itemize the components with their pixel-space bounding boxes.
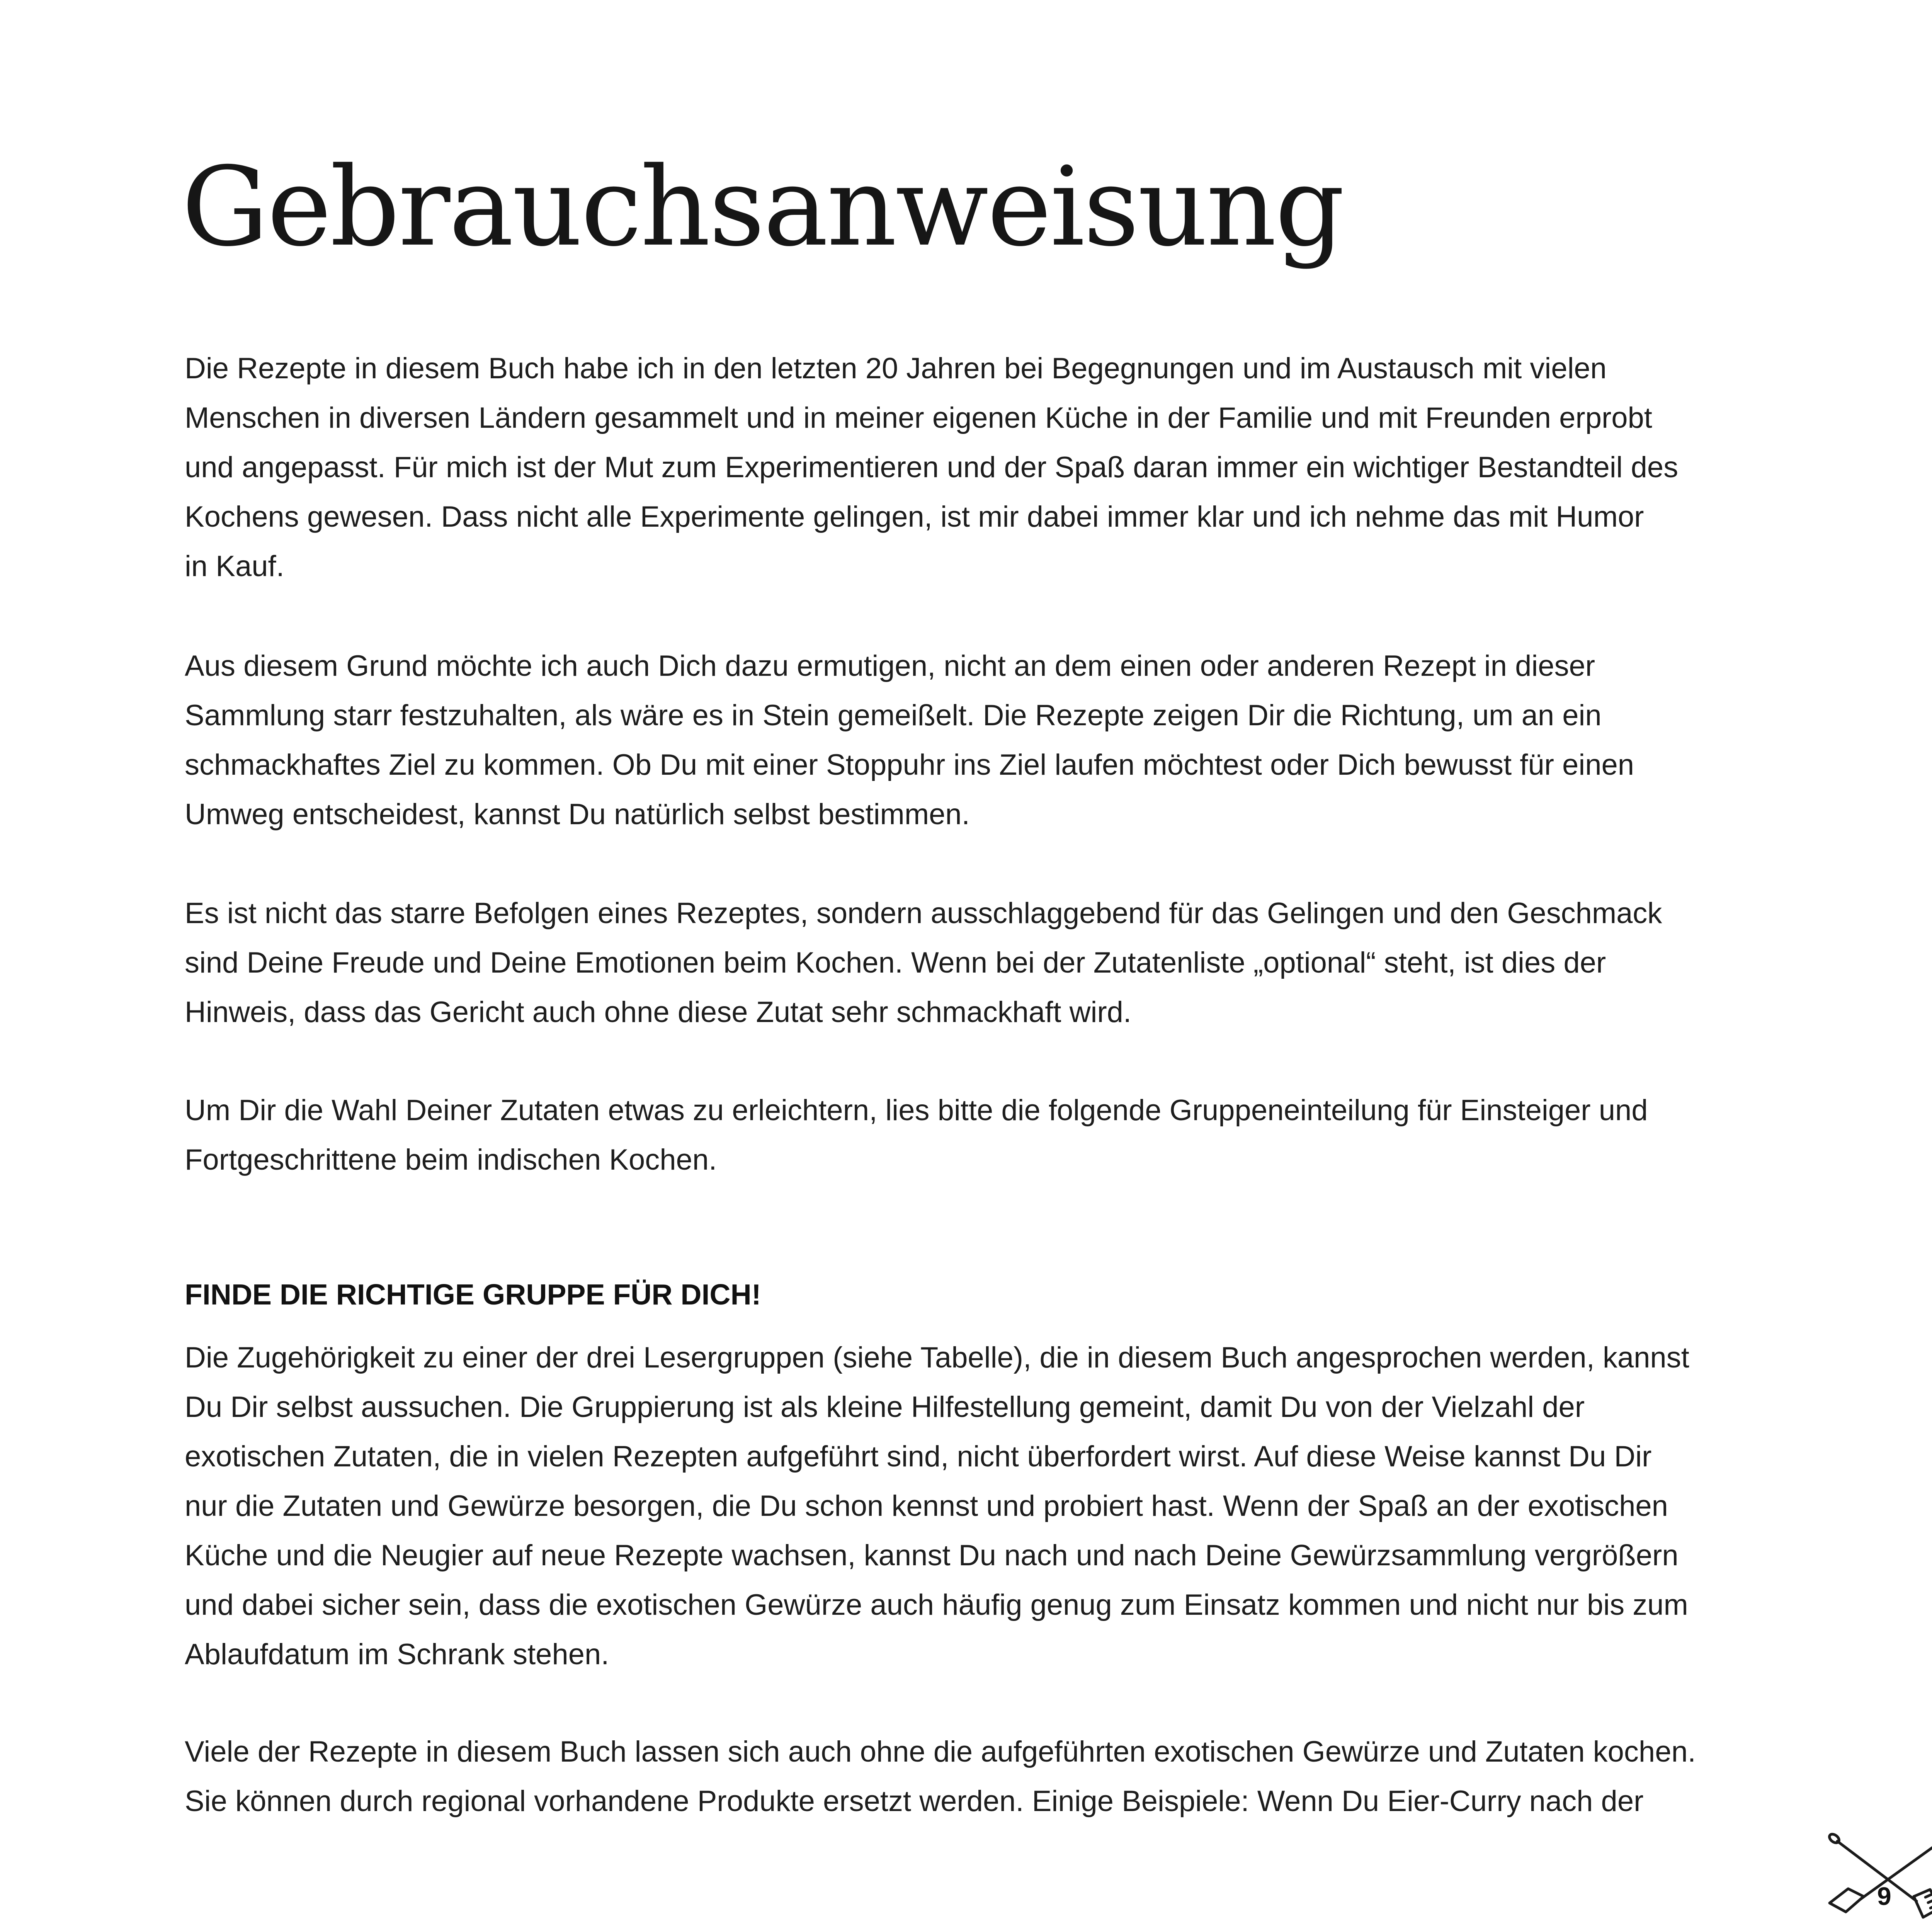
text-line: sind Deine Freude und Deine Emotionen beim Kochen. Wenn bei der Zutatenliste „optional“ steht, ist dies der (185, 946, 1606, 979)
text-line: Sie können durch regional vorhandene Produkte ersetzt werden. Einige Beispiele: Wenn Du Eier-Curry nach der (185, 1785, 1644, 1818)
section-paragraph-2 (185, 1727, 1696, 1826)
intro-paragraph-4 (185, 1086, 1648, 1185)
text-line: und dabei sicher sein, dass die exotischen Gewürze auch häufig genug zum Einsatz kommen und nicht nur bis zum (185, 1588, 1688, 1621)
text-line: Fortgeschrittene beim indischen Kochen. (185, 1143, 717, 1176)
text-line: exotischen Zutaten, die in vielen Rezepten aufgeführt sind, nicht überfordert wirst. Auf diese Weise kannst Du Dir (185, 1440, 1652, 1473)
text-line: nur die Zutaten und Gewürze besorgen, die Du schon kennst und probiert hast. Wenn der Spaß an der exotischen (185, 1490, 1668, 1522)
crossed-spatulas-icon (1822, 1832, 1932, 1926)
text-line: Es ist nicht das starre Befolgen eines Rezeptes, sondern ausschlaggebend für das Gelingen und den Geschmack (185, 897, 1662, 930)
page-title: Gebrauchsanweisung (182, 143, 1344, 270)
text-line: Um Dir die Wahl Deiner Zutaten etwas zu erleichtern, lies bitte die folgende Gruppeneinteilung für Einsteiger und (185, 1094, 1648, 1127)
text-line: Die Zugehörigkeit zu einer der drei Lesergruppen (siehe Tabelle), die in diesem Buch angesprochen werden, kannst (185, 1341, 1689, 1374)
text-line: in Kauf. (185, 550, 284, 583)
text-line: Du Dir selbst aussuchen. Die Gruppierung ist als kleine Hilfestellung gemeint, damit Du von der Vielzahl der (185, 1391, 1585, 1423)
text-line: Die Rezepte in diesem Buch habe ich in den letzten 20 Jahren bei Begegnungen und im Austausch mit vielen (185, 352, 1607, 385)
section-paragraph-1 (185, 1333, 1689, 1679)
text-line: Küche und die Neugier auf neue Rezepte wachsen, kannst Du nach und nach Deine Gewürzsammlung vergrößern (185, 1539, 1679, 1572)
text-line: Sammlung starr festzuhalten, als wäre es in Stein gemeißelt. Die Rezepte zeigen Dir die Richtung, um an ein (185, 699, 1602, 732)
text-line: Ablaufdatum im Schrank stehen. (185, 1638, 609, 1671)
intro-paragraph-2 (185, 641, 1634, 839)
text-line: Viele der Rezepte in diesem Buch lassen sich auch ohne die aufgeführten exotischen Gewürze und Zutaten kochen. (185, 1735, 1696, 1768)
intro-paragraph-3 (185, 889, 1662, 1037)
text-line: Kochens gewesen. Dass nicht alle Experimente gelingen, ist mir dabei immer klar und ich nehme das mit Humor (185, 500, 1644, 533)
text-line: Aus diesem Grund möchte ich auch Dich dazu ermutigen, nicht an dem einen oder anderen Rezept in dieser (185, 650, 1595, 682)
page-number: 9 (1877, 1882, 1891, 1910)
intro-paragraph-1 (185, 344, 1678, 591)
text-line: schmackhaftes Ziel zu kommen. Ob Du mit einer Stoppuhr ins Ziel laufen möchtest oder Dich bewusst für einen (185, 748, 1634, 781)
text-line: und angepasst. Für mich ist der Mut zum Experimentieren und der Spaß daran immer ein wichtiger Bestandteil des (185, 451, 1679, 484)
text-line: Umweg entscheidest, kannst Du natürlich selbst bestimmen. (185, 798, 970, 831)
section-heading: FINDE DIE RICHTIGE GRUPPE FÜR DICH! (185, 1278, 761, 1311)
text-line: Menschen in diversen Ländern gesammelt und in meiner eigenen Küche in der Familie und mit Freunden erprobt (185, 401, 1652, 434)
text-line: Hinweis, dass das Gericht auch ohne diese Zutat sehr schmackhaft wird. (185, 996, 1132, 1029)
